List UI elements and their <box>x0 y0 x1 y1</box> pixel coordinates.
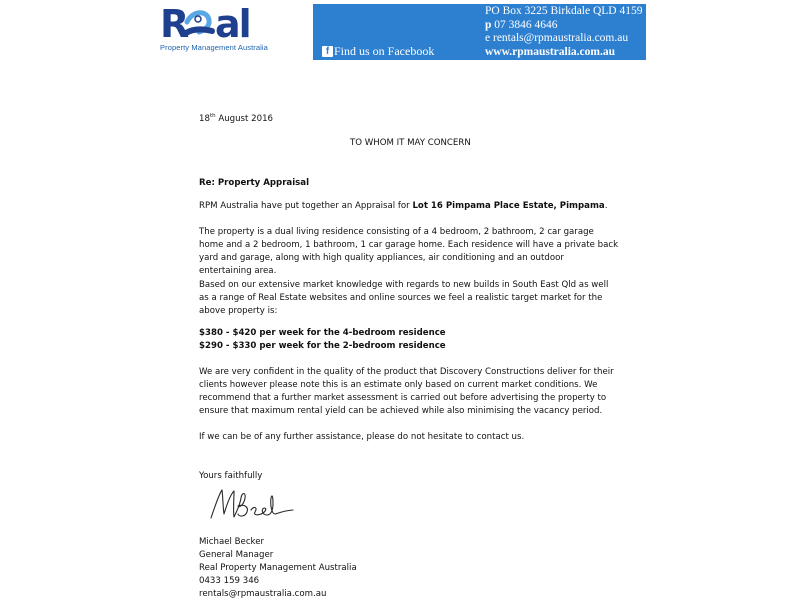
email-address[interactable]: rentals@rpmaustralia.com.au <box>492 32 629 44</box>
signer-email[interactable]: rentals@rpmaustralia.com.au <box>199 589 327 599</box>
svg-text:R: R <box>160 5 188 43</box>
contact-banner <box>313 4 646 60</box>
property-name: Lot 16 Pimpama Place Estate, Pimpama <box>412 201 605 211</box>
phone-line: p 07 3846 4646 <box>485 18 558 31</box>
signer-phone: 0433 159 346 <box>199 576 260 586</box>
letter-date: 18th August 2016 <box>199 113 274 124</box>
facebook-link[interactable] <box>322 44 434 59</box>
postal-address: PO Box 3225 Birkdale QLD 4159 <box>485 5 643 17</box>
facebook-icon: f <box>322 46 333 57</box>
closing-paragraph: If we can be of any further assistance, please do not hesitate to contact us. <box>199 432 525 442</box>
website-link[interactable]: www.rpmaustralia.com.au <box>485 45 616 58</box>
handwritten-signature <box>205 484 300 524</box>
signer-company: Real Property Management Australia <box>199 563 357 573</box>
salutation: TO WHOM IT MAY CONCERN <box>350 138 471 148</box>
facebook-label: Find us on Facebook <box>334 44 435 58</box>
intro-paragraph: RPM Australia have put together an Appraisal for Lot 16 Pimpama Place Estate, Pimpama. <box>199 201 608 211</box>
subject-line: Re: Property Appraisal <box>199 178 310 188</box>
signer-name: Michael Becker <box>199 537 265 547</box>
contact-details <box>485 5 642 59</box>
sign-off: Yours faithfully <box>199 471 263 481</box>
real-logo-mark <box>160 5 270 43</box>
rent-estimate-4-bedroom: $380 - $420 per week for the 4-bedroom residence <box>199 328 446 338</box>
email-line: e rentals@rpmaustralia.com.au <box>485 32 629 44</box>
logo-tagline: Property Management Australia <box>160 43 268 52</box>
rent-estimate-2-bedroom: $290 - $330 per week for the 2-bedroom residence <box>199 341 446 351</box>
confidence-paragraph: We are very confident in the quality of the product that Discovery Constructions deliver for their clients however please note this is an estimate only based on current market conditions. We recommend that a further market assessment is carried out before advertising the property to ensure that maximum rental yield can be achieved while also minimising the vacancy period. <box>199 367 614 416</box>
phone-number: 07 3846 4646 <box>494 18 558 31</box>
property-description: The property is a dual living residence consisting of a 4 bedroom, 2 bathroom, 2 car garage home and a 2 bedroom, 1 bathroom, 1 car garage home. Each residence will have a private back yard and garage, along with high quality appliances, air conditioning and an outdoor entertaining area. <box>199 227 619 276</box>
market-paragraph: Based on our extensive market knowledge with regards to new builds in South East Qld as well as a range of Real Estate websites and online sources we feel a realistic target market for the above property is: <box>199 280 609 316</box>
signer-title: General Manager <box>199 550 274 560</box>
svg-text:al: al <box>215 5 250 43</box>
company-logo <box>160 5 270 55</box>
